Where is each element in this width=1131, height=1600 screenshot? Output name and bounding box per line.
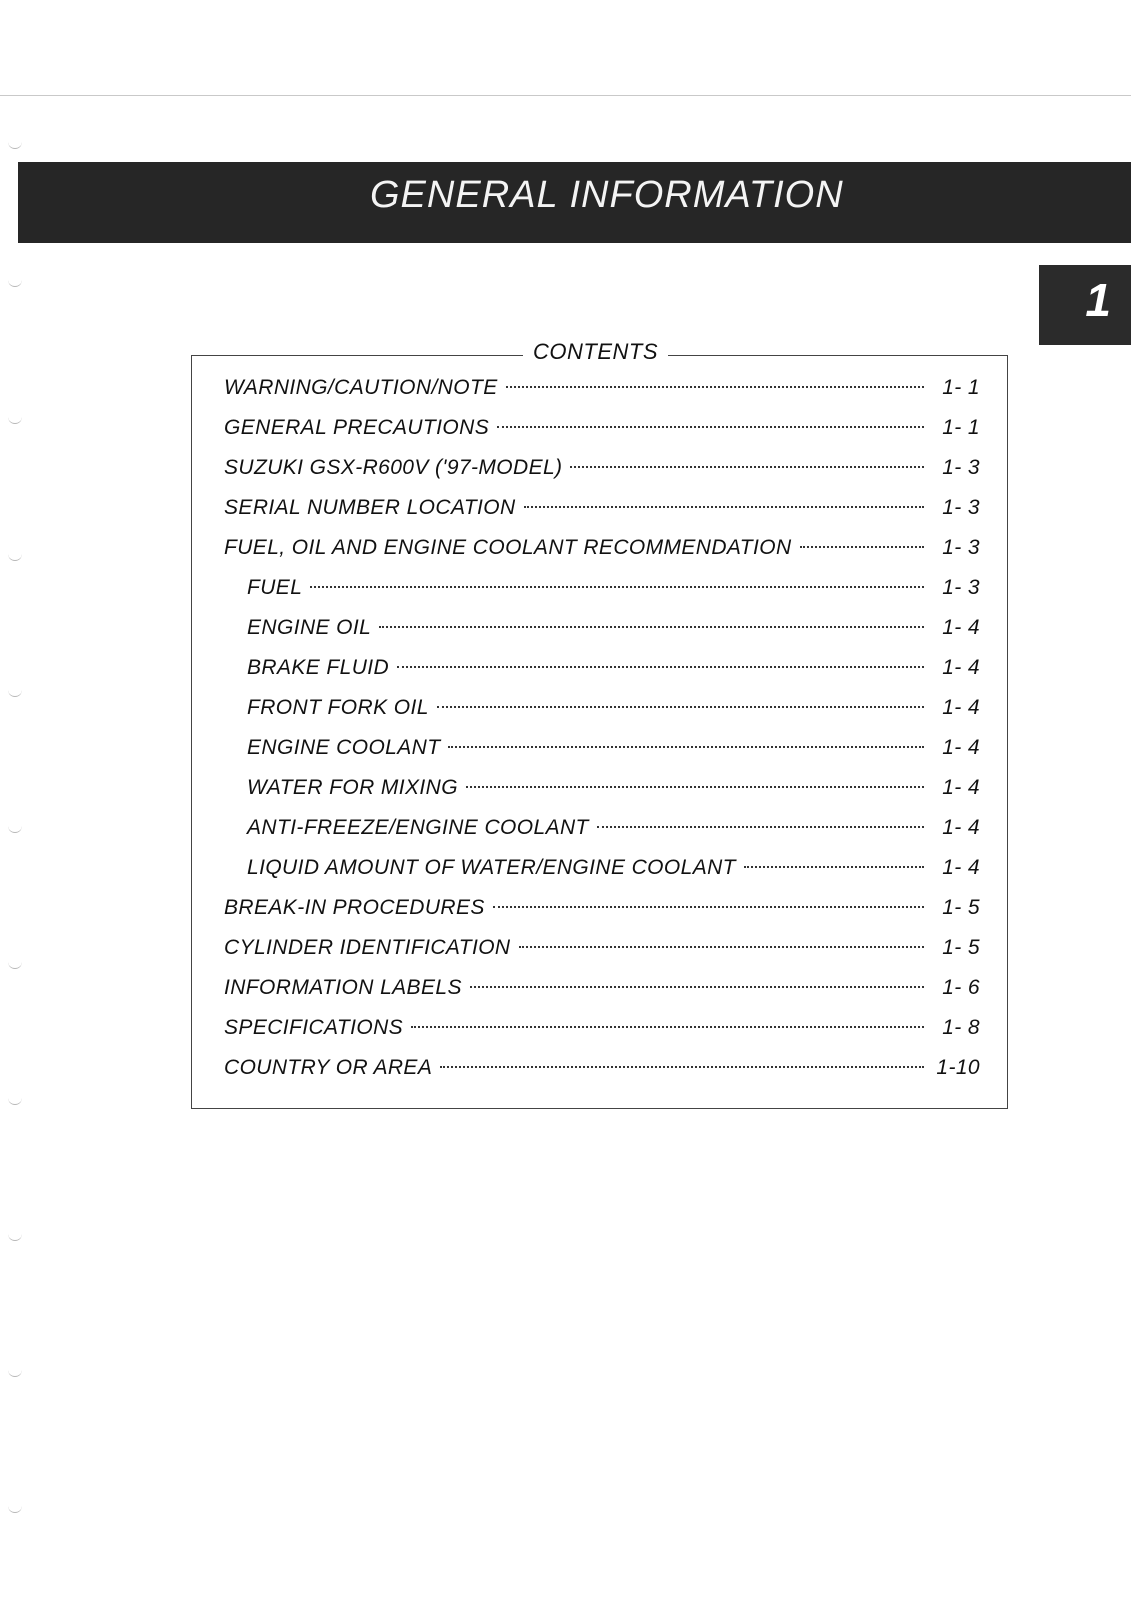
toc-entry[interactable] <box>224 976 980 1016</box>
dot-leader <box>466 785 924 788</box>
toc-entry-page: 1- 5 <box>942 896 980 919</box>
toc-entry[interactable] <box>224 1056 980 1096</box>
toc-entry-page: 1-10 <box>936 1056 980 1079</box>
toc-entry-title: WATER FOR MIXING <box>247 776 458 799</box>
toc-entry-title: SPECIFICATIONS <box>224 1016 404 1039</box>
chapter-number: 1 <box>1085 274 1111 326</box>
dot-leader <box>379 625 924 628</box>
toc-entry[interactable] <box>224 696 980 736</box>
toc-entry-page: 1- 1 <box>942 376 980 399</box>
toc-entry-page: 1- 4 <box>942 616 980 639</box>
toc-entry-page: 1- 4 <box>942 696 980 719</box>
toc-entry-page: 1- 4 <box>942 776 980 799</box>
toc-entry-title: ANTI-FREEZE/ENGINE COOLANT <box>247 816 589 839</box>
binder-hole-mark <box>8 824 22 833</box>
toc-entry-page: 1- 3 <box>942 576 980 599</box>
toc-entry-title: ENGINE COOLANT <box>247 736 441 759</box>
binder-hole-mark <box>8 688 22 697</box>
toc-entry[interactable] <box>224 936 980 976</box>
toc-entry[interactable] <box>224 896 980 936</box>
binder-hole-mark <box>8 278 22 287</box>
dot-leader <box>397 665 924 668</box>
dot-leader <box>570 465 924 468</box>
toc-entry-title: GENERAL PRECAUTIONS <box>224 416 490 439</box>
dot-leader <box>744 865 924 868</box>
toc-entry-title: BRAKE FLUID <box>247 656 390 679</box>
toc-entry-title: SUZUKI GSX-R600V ('97-MODEL) <box>224 456 563 479</box>
binder-hole-mark <box>8 1232 22 1241</box>
toc-entry-page: 1- 5 <box>942 936 980 959</box>
toc-entry-title: ENGINE OIL <box>247 616 372 639</box>
dot-leader <box>470 985 924 988</box>
contents-heading: CONTENTS <box>523 339 668 365</box>
toc-entry[interactable] <box>224 616 980 656</box>
section-title: GENERAL INFORMATION <box>370 174 844 216</box>
dot-leader <box>597 825 924 828</box>
toc-entry-title: COUNTRY OR AREA <box>224 1056 433 1079</box>
toc-entry-page: 1- 8 <box>942 1016 980 1039</box>
toc-entry[interactable] <box>224 456 980 496</box>
toc-entry[interactable] <box>224 576 980 616</box>
table-of-contents <box>224 376 980 1096</box>
top-rule <box>0 95 1131 96</box>
toc-entry[interactable] <box>224 776 980 816</box>
section-title-banner <box>18 162 1131 243</box>
toc-entry-page: 1- 1 <box>942 416 980 439</box>
dot-leader <box>506 385 924 388</box>
dot-leader <box>497 425 924 428</box>
toc-entry-title: FUEL, OIL AND ENGINE COOLANT RECOMMENDATION <box>224 536 792 559</box>
toc-entry[interactable] <box>224 736 980 776</box>
toc-entry-title: CYLINDER IDENTIFICATION <box>224 936 511 959</box>
binder-hole-mark <box>8 1096 22 1105</box>
toc-entry-page: 1- 3 <box>942 456 980 479</box>
binder-hole-mark <box>8 552 22 561</box>
dot-leader <box>440 1065 924 1068</box>
dot-leader <box>448 745 924 748</box>
toc-entry[interactable] <box>224 1016 980 1056</box>
toc-entry-title: LIQUID AMOUNT OF WATER/ENGINE COOLANT <box>247 856 736 879</box>
dot-leader <box>800 545 924 548</box>
toc-entry[interactable] <box>224 496 980 536</box>
chapter-tab <box>1039 265 1131 345</box>
toc-entry-page: 1- 4 <box>942 736 980 759</box>
binder-hole-mark <box>8 415 22 424</box>
dot-leader <box>524 505 924 508</box>
toc-entry-page: 1- 6 <box>942 976 980 999</box>
binder-hole-mark <box>8 140 22 149</box>
toc-entry[interactable] <box>224 376 980 416</box>
toc-entry[interactable] <box>224 816 980 856</box>
toc-entry-title: FUEL <box>247 576 303 599</box>
toc-entry-title: INFORMATION LABELS <box>224 976 462 999</box>
dot-leader <box>519 945 925 948</box>
dot-leader <box>310 585 924 588</box>
toc-entry-title: SERIAL NUMBER LOCATION <box>224 496 516 519</box>
dot-leader <box>411 1025 924 1028</box>
binder-hole-mark <box>8 1504 22 1513</box>
toc-entry-page: 1- 4 <box>942 816 980 839</box>
toc-entry-title: WARNING/CAUTION/NOTE <box>224 376 498 399</box>
binder-hole-mark <box>8 1368 22 1377</box>
toc-entry-title: BREAK-IN PROCEDURES <box>224 896 485 919</box>
toc-entry[interactable] <box>224 416 980 456</box>
toc-entry-page: 1- 4 <box>942 656 980 679</box>
toc-entry[interactable] <box>224 856 980 896</box>
toc-entry-page: 1- 4 <box>942 856 980 879</box>
binder-hole-mark <box>8 960 22 969</box>
toc-entry-page: 1- 3 <box>942 536 980 559</box>
toc-entry[interactable] <box>224 536 980 576</box>
toc-entry-page: 1- 3 <box>942 496 980 519</box>
dot-leader <box>493 905 924 908</box>
dot-leader <box>437 705 924 708</box>
toc-entry-title: FRONT FORK OIL <box>247 696 429 719</box>
toc-entry[interactable] <box>224 656 980 696</box>
